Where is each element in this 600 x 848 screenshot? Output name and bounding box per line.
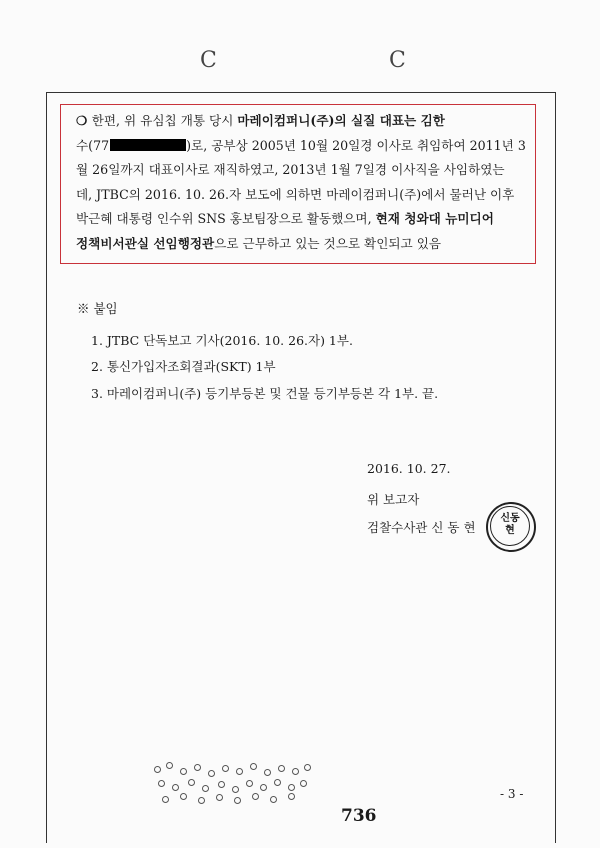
stamp-number: 736 <box>341 806 377 826</box>
seal-text: 신동현 <box>500 513 520 536</box>
attachment-item-2: 2. 통신가입자조회결과(SKT) 1부 <box>91 359 276 374</box>
attachment-item-3: 3. 마레이컴퍼니(주) 등기부등본 및 건물 등기부등본 각 1부. 끝. <box>91 386 439 401</box>
paragraph-line-3: 월 26일까지 대표이사로 재직하였고, 2013년 1월 7일경 이사직을 사임하였는 <box>76 162 505 177</box>
reporter-label: 위 보고자 <box>367 492 420 507</box>
attachment-item-1: 1. JTBC 단독보고 기사(2016. 10. 26.자) 1부. <box>91 333 353 348</box>
reporter-name: 검찰수사관 신 동 현 <box>367 520 476 535</box>
attachments-heading: ※ 붙임 <box>77 301 118 316</box>
official-seal-inner <box>490 506 530 546</box>
paragraph-line-4: 데, JTBC의 2016. 10. 26.자 보도에 의하면 마레이컴퍼니(주)에서 물러난 이후 <box>76 186 515 202</box>
paragraph-line-1: ❍ 한편, 위 유심칩 개통 당시 마레이컴퍼니(주)의 실질 대표는 김한 <box>76 113 445 128</box>
corner-mark-left: C <box>200 48 217 73</box>
boxed-paragraph <box>76 109 526 256</box>
corner-mark-right: C <box>389 48 406 73</box>
report-date: 2016. 10. 27. <box>367 461 451 476</box>
redaction-bar <box>110 139 186 151</box>
paragraph-line-2: 수(77 )로, 공부상 2005년 10월 20일경 이사로 취임하여 2011년 3 <box>76 137 526 153</box>
paragraph-line-5: 박근혜 대통령 인수위 SNS 홍보팀장으로 활동했으며, 현재 청와대 뉴미디어 <box>76 211 494 226</box>
paragraph-line-6: 정책비서관실 선임행정관으로 근무하고 있는 것으로 확인되고 있음 <box>76 235 442 251</box>
page-number: - 3 - <box>500 787 524 801</box>
punch-hole-dots <box>150 762 310 804</box>
circle-bullet-icon: ❍ <box>76 113 92 128</box>
